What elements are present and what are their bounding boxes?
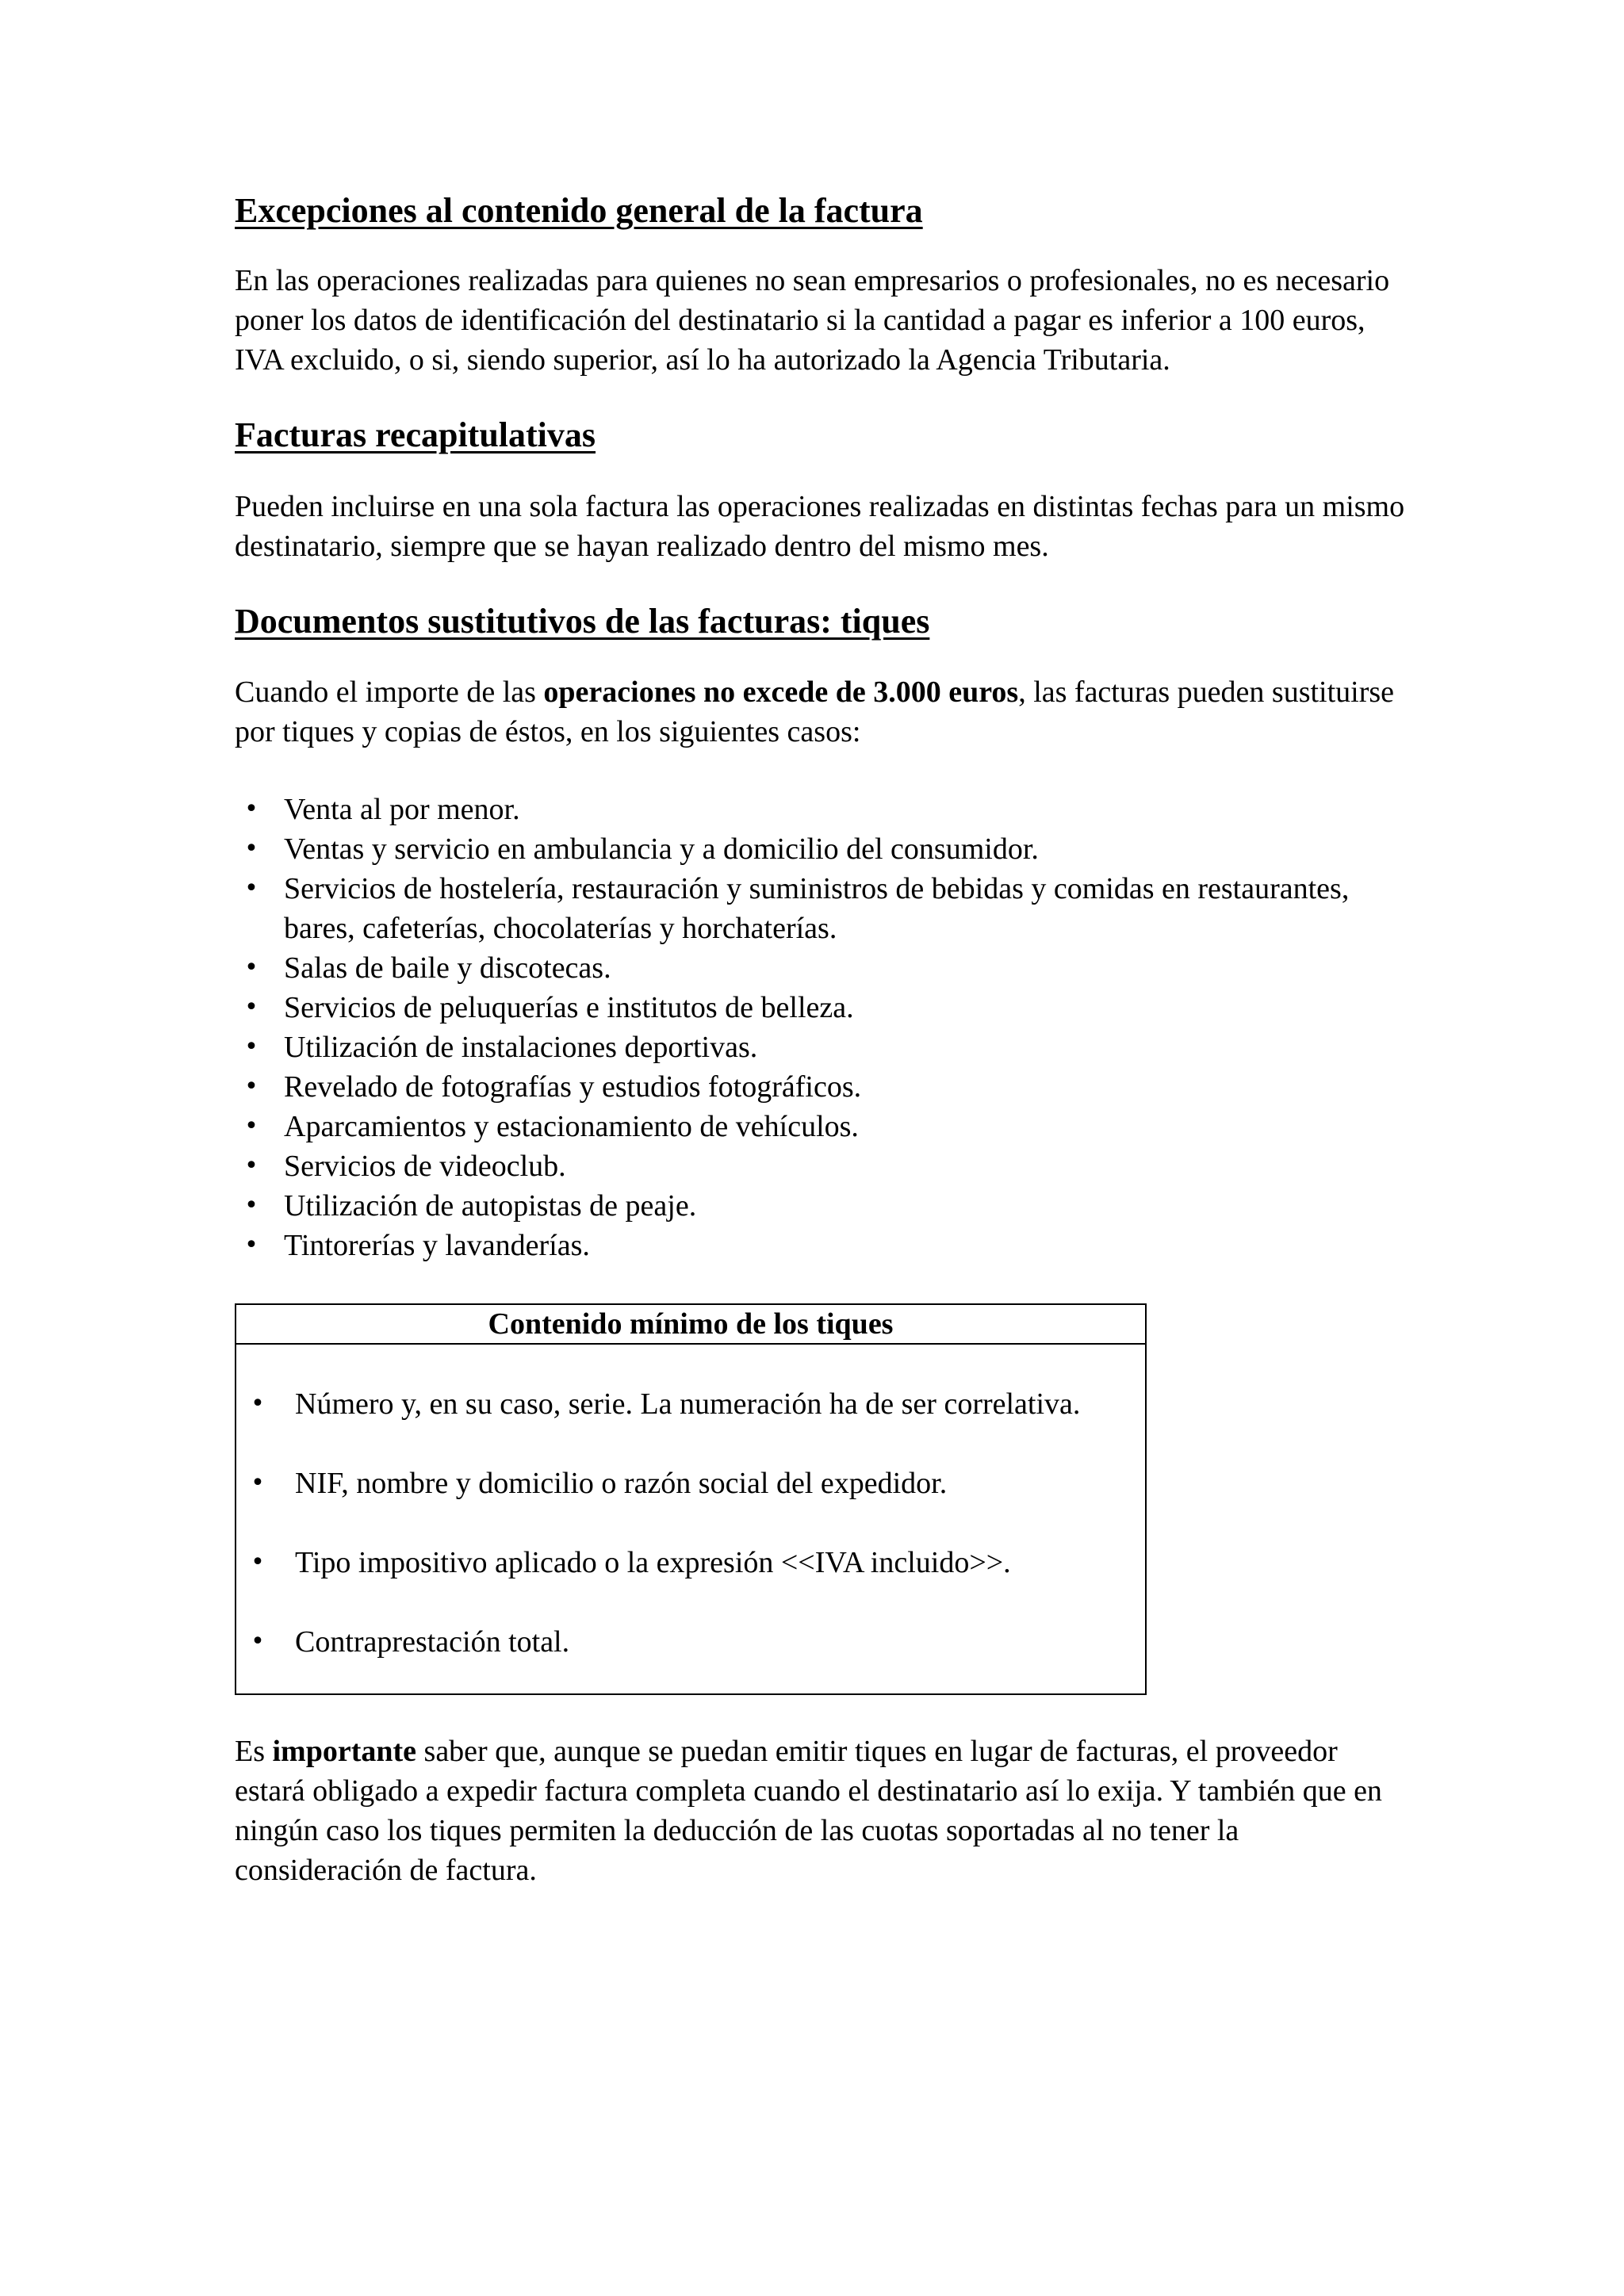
list-item: [235, 1226, 1408, 1265]
list-item-text: Contraprestación total.: [295, 1625, 570, 1659]
box-list: [236, 1345, 1145, 1693]
bullet-icon: •: [251, 1390, 265, 1418]
list-item: [235, 1067, 1408, 1107]
paragraph-excepciones: En las operaciones realizadas para quienes no sean empresarios o profesionales, no es necesario poner los datos de identificación del destinatario si la cantidad a pagar es inferior a 100 euros, IVA excluido, o si, siendo superior, así lo ha autorizado la Agencia Tributaria.: [235, 263, 1390, 377]
bullet-icon: •: [251, 1548, 265, 1577]
paragraph-tiques-intro: [235, 672, 1408, 752]
list-item: [235, 1146, 1408, 1186]
list-item: [236, 1543, 1145, 1582]
bullet-icon: •: [244, 1192, 259, 1220]
list-item-text: Utilización de instalaciones deportivas.: [284, 1031, 758, 1065]
intro-text-start: Cuando el importe de las: [235, 675, 544, 710]
list-item: [236, 1464, 1145, 1503]
section-title-recapitulativas: Facturas recapitulativas: [235, 415, 596, 454]
bullet-icon: •: [244, 1231, 259, 1260]
list-item-text: Número y, en su caso, serie. La numeración ha de ser correlativa.: [295, 1387, 1081, 1422]
closing-text-end: saber que, aunque se puedan emitir tiques en lugar de facturas, el proveedor estará obligado a expedir factura completa cuando el destinatario así lo exija. Y también que en ningún caso los tiques permiten la deducción de las cuotas soportadas al no tener la consideración de factura.: [235, 1735, 1382, 1888]
bullet-icon: •: [244, 874, 259, 903]
list-item: [235, 1186, 1408, 1226]
paragraph-closing: [235, 1732, 1408, 1890]
list-item-text: NIF, nombre y domicilio o razón social del expedidor.: [295, 1467, 948, 1501]
bullet-icon: •: [244, 835, 259, 863]
list-item-text: Servicios de hostelería, restauración y suministros de bebidas y comidas en restaurantes, bares, cafeterías, chocolaterías y horchaterías.: [284, 872, 1350, 946]
list-item: [235, 1107, 1408, 1146]
bullet-icon: •: [244, 993, 259, 1022]
bullet-icon: •: [244, 1073, 259, 1101]
list-item: [235, 1027, 1408, 1067]
bullet-icon: •: [244, 1152, 259, 1181]
list-item: [235, 829, 1408, 869]
list-item-text: Venta al por menor.: [284, 793, 520, 827]
cases-list: [235, 790, 1408, 1265]
list-item-text: Aparcamientos y estacionamiento de vehículos.: [284, 1110, 859, 1144]
bullet-icon: •: [244, 1033, 259, 1062]
bullet-icon: •: [251, 1628, 265, 1656]
closing-text-start: Es: [235, 1735, 273, 1769]
document-content: [235, 190, 1408, 1890]
list-item: [236, 1384, 1145, 1424]
box-title: Contenido mínimo de los tiques: [236, 1305, 1145, 1345]
list-item-text: Utilización de autopistas de peaje.: [284, 1189, 697, 1223]
paragraph-recapitulativas: Pueden incluirse en una sola factura las operaciones realizadas en distintas fechas para un mismo destinatario, siempre que se hayan realizado dentro del mismo mes.: [235, 489, 1405, 563]
bullet-icon: •: [244, 795, 259, 824]
intro-text-bold: operaciones no excede de 3.000 euros: [543, 675, 1019, 710]
list-item-text: Servicios de peluquerías e institutos de belleza.: [284, 991, 854, 1025]
list-item-text: Tipo impositivo aplicado o la expresión <<IVA incluido>>.: [295, 1546, 1011, 1580]
list-item: [235, 790, 1408, 829]
list-item: [235, 988, 1408, 1027]
closing-text-bold: importante: [272, 1735, 417, 1769]
list-item-text: Servicios de videoclub.: [284, 1150, 566, 1184]
section-title-excepciones: Excepciones al contenido general de la factura: [235, 191, 923, 230]
list-item: [235, 869, 1408, 948]
section-title-tiques: Documentos sustitutivos de las facturas: tiques: [235, 601, 930, 641]
list-item-text: Ventas y servicio en ambulancia y a domicilio del consumidor.: [284, 832, 1039, 867]
list-item: [236, 1622, 1145, 1662]
bullet-icon: •: [244, 1112, 259, 1141]
list-item: [235, 948, 1408, 988]
bullet-icon: •: [244, 954, 259, 982]
list-item-text: Salas de baile y discotecas.: [284, 951, 611, 985]
list-item-text: Revelado de fotografías y estudios fotográficos.: [284, 1070, 862, 1104]
list-item-text: Tintorerías y lavanderías.: [284, 1229, 590, 1263]
bullet-icon: •: [251, 1469, 265, 1498]
intro-text-end: , las facturas pueden sustituirse por tiques y copias de éstos, en los siguientes casos:: [235, 675, 1395, 749]
minimum-content-box: [235, 1303, 1147, 1695]
